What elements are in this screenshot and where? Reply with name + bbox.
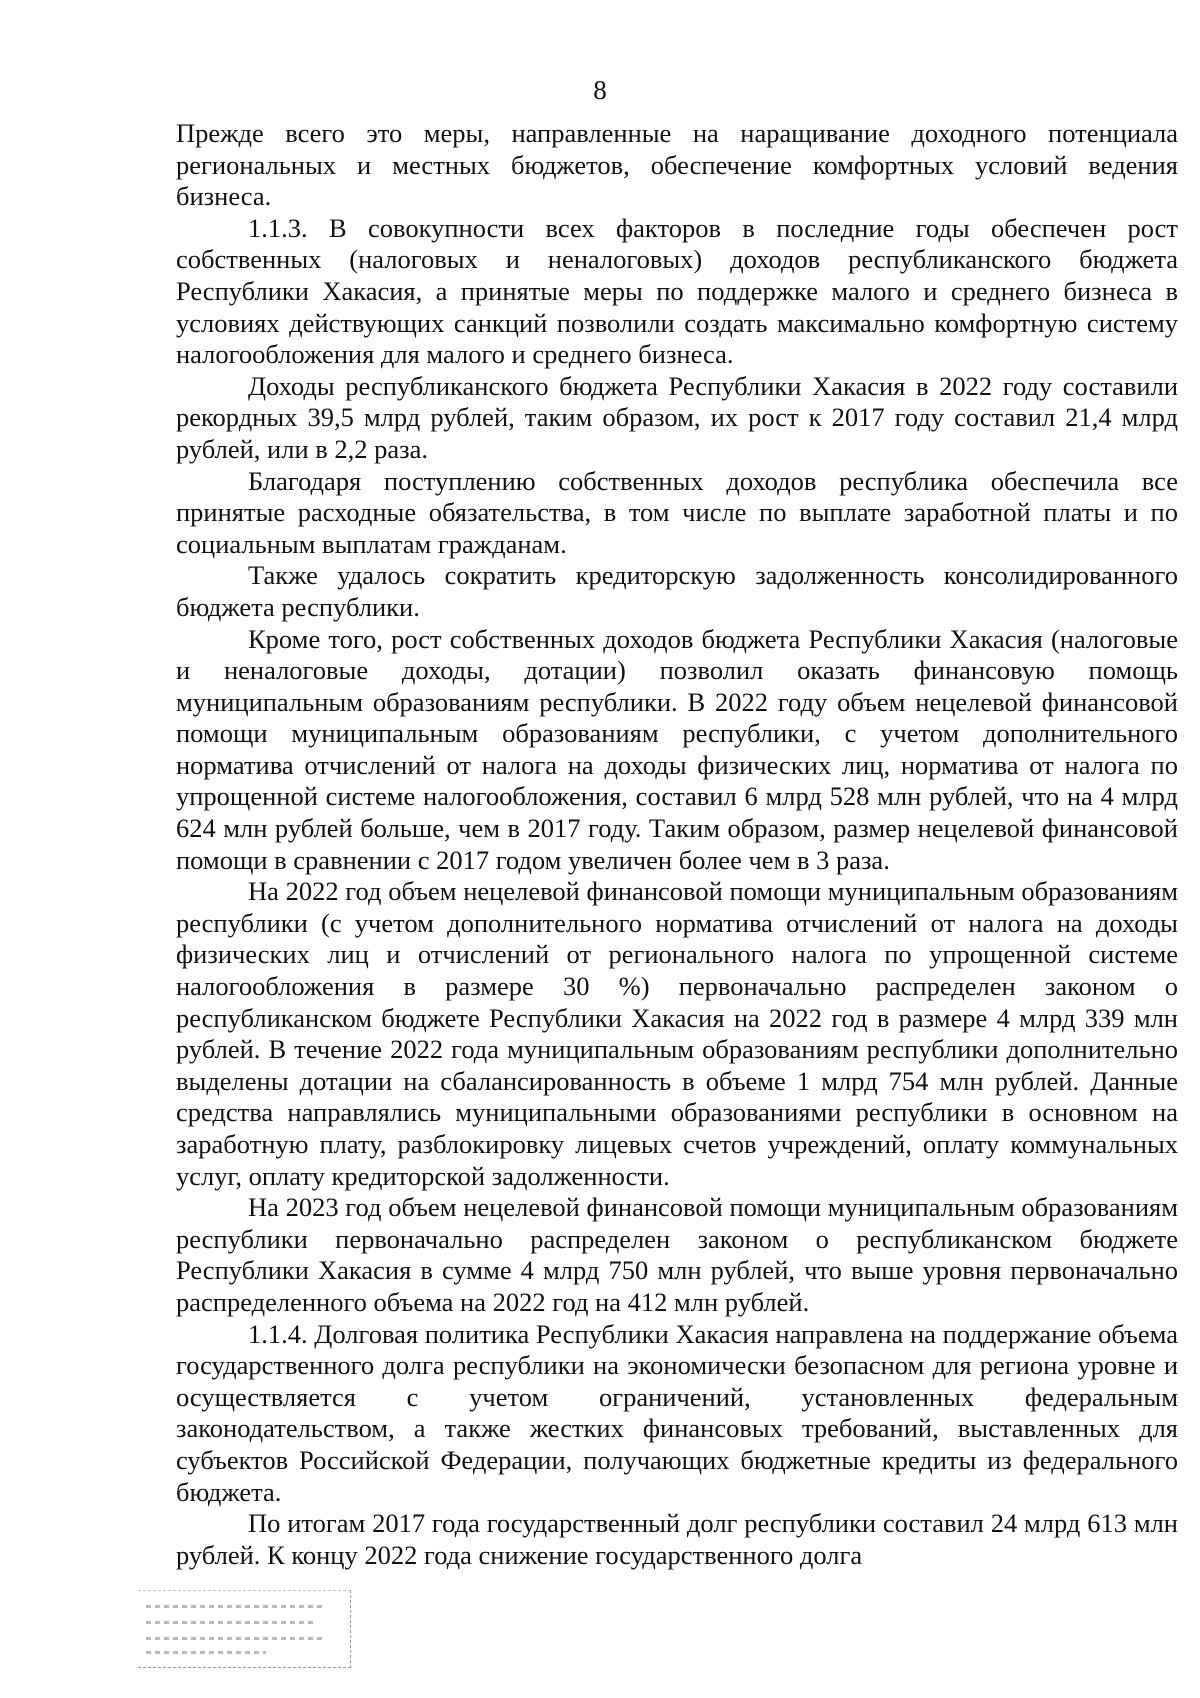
paragraph-2: 1.1.3. В совокупности всех факторов в последние годы обеспечен рост собственных (налоговых и неналоговых) доходов республиканского бюджета Республики Хакасия, а принятые меры по поддержке малого и среднего бизнеса в условиях действующих санкций позволили создать максимально комфортную систему налогообложения для малого и среднего бизнеса. — [176, 212, 1178, 370]
document-body — [176, 118, 1178, 1571]
paragraph-7: На 2022 год объем нецелевой финансовой помощи муниципальным образованиям республики (с учетом дополнительного норматива отчислений от налога на доходы физических лиц и отчислений от регионального налога по упрощенной системе налогообложения в размере 30 %) первоначально распределен законом о республиканском бюджете Республики Хакасия на 2022 год в размере 4 млрд 339 млн рублей. В течение 2022 года муниципальным образованиям республики дополнительно выделены дотации на сбалансированность в объеме 1 млрд 754 млн рублей. Данные средства направлялись муниципальными образованиями республики в основном на заработную плату, разблокировку лицевых счетов учреждений, оплату коммунальных услуг, оплату кредиторской задолженности. — [176, 876, 1178, 1191]
paragraph-8: На 2023 год объем нецелевой финансовой помощи муниципальным образованиям республики первоначально распределен законом о республиканском бюджете Республики Хакасия в сумме 4 млрд 750 млн рублей, что выше уровня первоначально распределенного объема на 2022 год на 412 млн рублей. — [176, 1192, 1178, 1317]
paragraph-4: Благодаря поступлению собственных доходов республика обеспечила все принятые расходные обязательства, в том числе по выплате заработной платы и по социальным выплатам гражданам. — [176, 465, 1178, 559]
paragraph-10: По итогам 2017 года государственный долг республики составил 24 млрд 613 млн рублей. К концу 2022 года снижение государственного долга — [176, 1508, 1178, 1570]
page-number: 8 — [593, 75, 607, 105]
paragraph-1: Прежде всего это меры, направленные на наращивание доходного потенциала региональных и местных бюджетов, обеспечение комфортных условий ведения бизнеса. — [176, 118, 1178, 212]
stamp-line — [146, 1637, 322, 1640]
stamp-line — [146, 1605, 326, 1608]
stamp-line — [146, 1621, 316, 1624]
paragraph-9: 1.1.4. Долговая политика Республики Хакасия направлена на поддержание объема государственного долга республики на экономически безопасном для региона уровне и осуществляется с учетом ограничений, установленных федеральным законодательством, а также жестких финансовых требований, выставленных для субъектов Российской Федерации, получающих бюджетные кредиты из федерального бюджета. — [176, 1318, 1178, 1507]
paragraph-5: Также удалось сократить кредиторскую задолженность консолидированного бюджета республики. — [176, 560, 1178, 622]
stamp-line — [146, 1651, 266, 1654]
paragraph-3: Доходы республиканского бюджета Республики Хакасия в 2022 году составили рекордных 39,5 млрд рублей, таким образом, их рост к 2017 году составил 21,4 млрд рублей, или в 2,2 раза. — [176, 370, 1178, 464]
paragraph-6: Кроме того, рост собственных доходов бюджета Республики Хакасия (налоговые и неналоговые доходы, дотации) позволил оказать финансовую помощь муниципальным образованиям республики. В 2022 году объем нецелевой финансовой помощи муниципальным образованиям республики, с учетом дополнительного норматива отчислений от налога на доходы физических лиц, норматива от налога по упрощенной системе налогообложения, составил 6 млрд 528 млн рублей, что на 4 млрд 624 млн рублей больше, чем в 2017 году. Таким образом, размер нецелевой финансовой помощи в сравнении с 2017 годом увеличен более чем в 3 раза. — [176, 623, 1178, 875]
faded-stamp — [138, 1590, 351, 1668]
